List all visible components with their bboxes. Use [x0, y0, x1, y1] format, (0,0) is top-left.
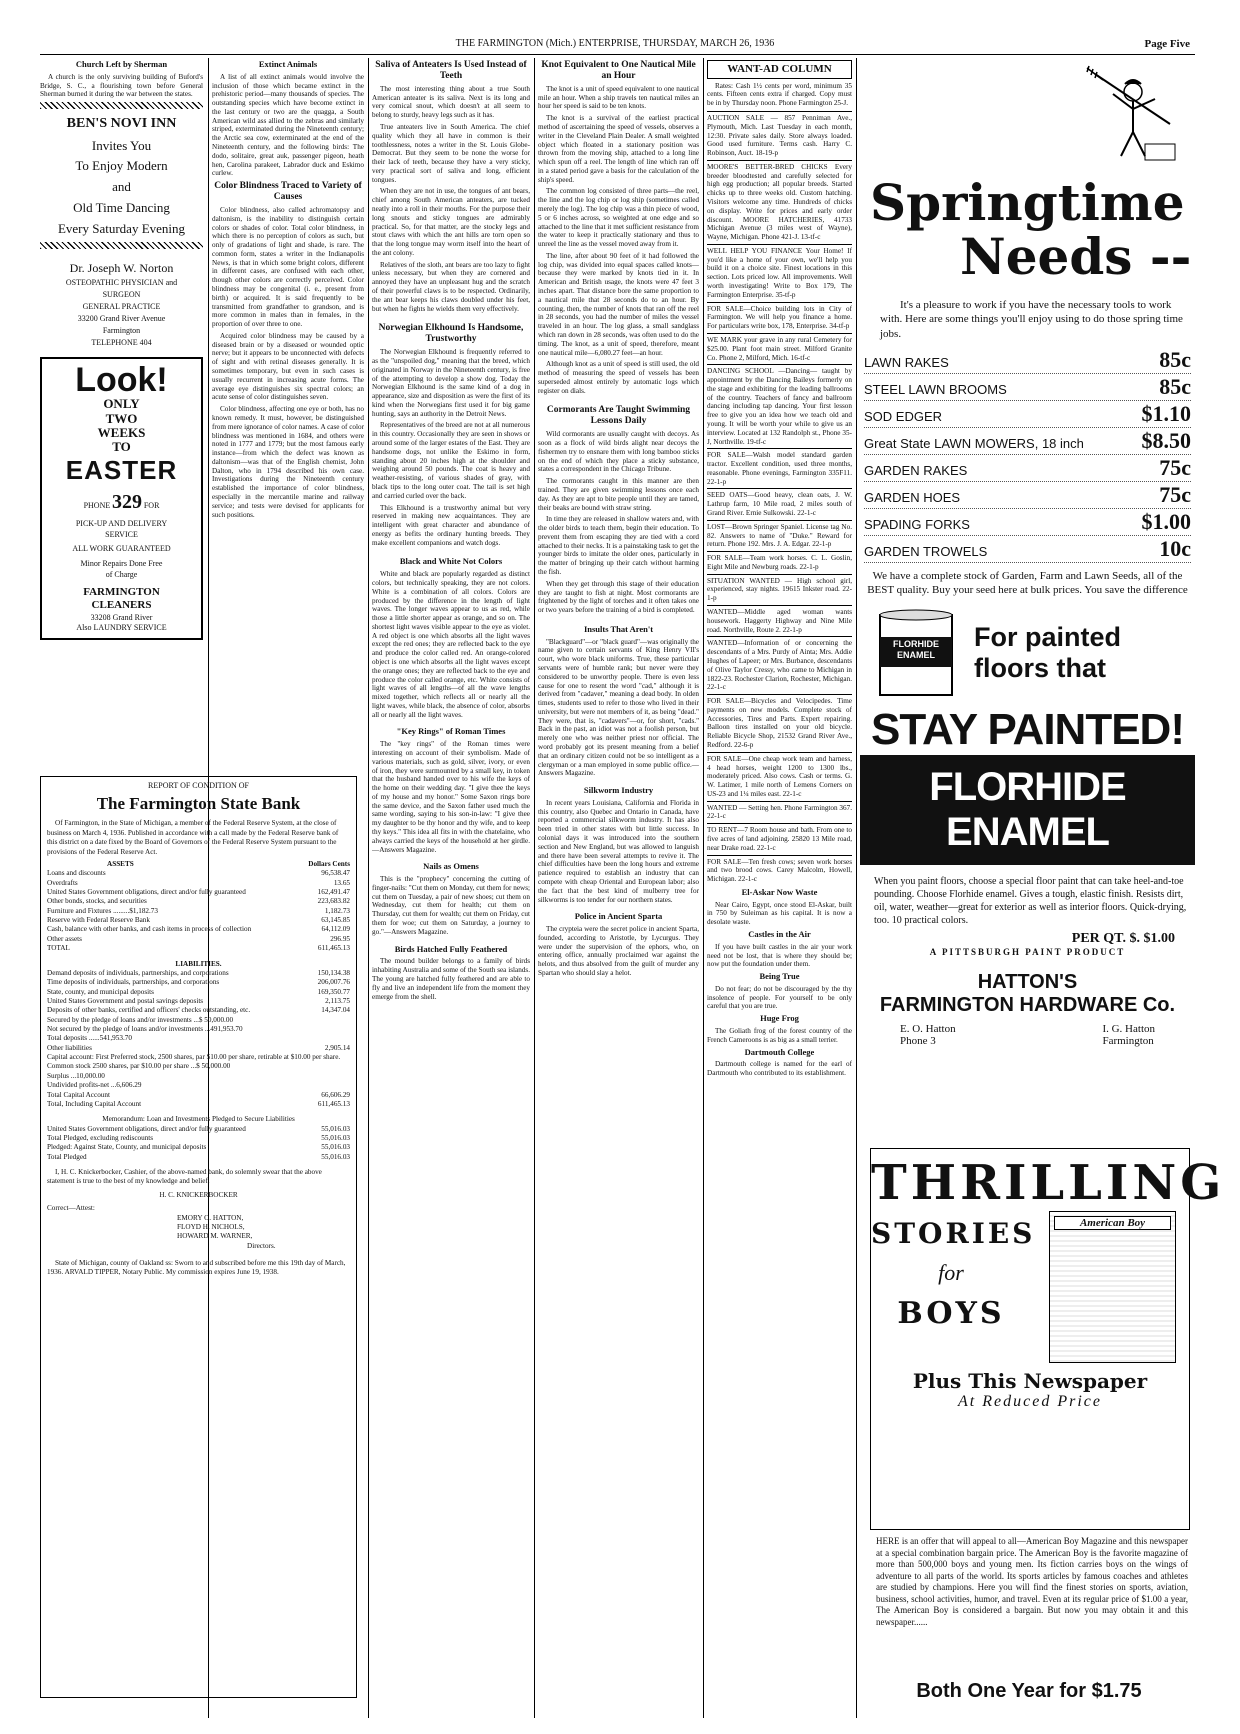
item-price: $1.10 [1141, 400, 1191, 426]
row-value: 1,182.73 [324, 906, 350, 915]
article-paragraph: The most interesting thing about a true South American anteater is its saliva. Next is its long and very comical snout, which doesn't at all seem to belong to sturdy, heavy legs such as it has. [372, 84, 530, 120]
doctor-line: OSTEOPATHIC PHYSICIAN and [65, 278, 178, 288]
want-ad-header: WANT-AD COLUMN [707, 60, 852, 79]
church-headline: Church Left by Sherman [75, 59, 168, 69]
springtime-headline: Springtime [870, 173, 1185, 232]
row-label: United States Government obligations, direct and/or fully guaranteed [47, 888, 246, 896]
inn-line: Old Time Dancing [73, 199, 170, 215]
row-value: 55,016.03 [321, 1133, 350, 1142]
seed-stock-text: We have a complete stock of Garden, Farm and Lawn Seeds, all of the BEST quality. Buy your seed here at bulk prices. You save the difference [867, 569, 1188, 597]
memo-list [47, 1125, 350, 1162]
row-label: Overdrafts [47, 878, 78, 887]
filler-headline: Dartmouth College [744, 1046, 815, 1057]
look-line: TO [112, 439, 131, 455]
row-label: Cash, balance with other banks, and cash items in process of collection [47, 925, 252, 934]
row-label: Surplus ...10,000.00 [47, 1071, 105, 1080]
column-2 [212, 58, 364, 768]
article-paragraph: Wild cormorants are usually caught with decoys. As soon as a flock of wild birds alight near decoys the fishermen try to ensnare them with long bamboo sticks on the end of which they place a sticky substance, states a correspondent in the Chicago Tribune. [538, 430, 699, 474]
paint-price: PER QT. $. $1.00 [1071, 931, 1175, 947]
row-label: Demand deposits of individuals, partnerships, and corporations [47, 968, 229, 977]
row-value: 2,113.75 [325, 996, 350, 1005]
want-ad-entry: WANTED—Middle aged woman wants housework. Haggerty Highway and Nine Mile road. Northville, Route 2. 22-1-p [707, 605, 852, 636]
article-paragraph: Color blindness, also called achromatopsy and daltonism, is the inability to distinguish certain colors or shades of color. Total color blindness, in which there is no perception of colors as such, but only of gradations of light and shade, is rare. The common form, states a writer in the Indianapolis News, is that in which some bright colors, different in different cases, are confused with each other, though other colors are correctly perceived. Color blindness may be congenital (i. e., present from birth) or acquired. It is said frequently to be transmitted from grandfather to grandson, and is more common in males than in females, in the proportion of over three to one. [212, 205, 364, 329]
silkworm-headline: Silkworm Industry [583, 785, 654, 796]
paint-can-label: FLORHIDE ENAMEL [893, 639, 939, 661]
inn-line: To Enjoy Modern [75, 158, 168, 174]
statement-row [47, 1006, 350, 1015]
directors-label: Directors. [247, 1241, 276, 1250]
cormorants-headline: Cormorants Are Taught Swimming Lessons Daily [546, 405, 691, 427]
reduced-price: At Reduced Price [958, 1393, 1102, 1410]
article-paragraph: The line, after about 90 feet of it had followed the log chip, was divided into equal spaces called knots—because they were marked by knots tied in it. In American and British usage, the knots were 47 feet 3 inches apart. That distance bore the same proportion to a nautical mile that 28 seconds do to an hour. By counting, then, the number of knots that ran off the reel in 28 seconds, you had the number of miles the vessel traveled in an hour. The log glass, a small sandglass which ran down in 28 seconds, was often used to do the timing. The knot, as a unit of speed, therefore, meant one nautical mile—6,080.27 feet—an hour. [538, 251, 699, 357]
row-value: 66,606.29 [321, 1090, 350, 1099]
want-ad-entry: WANTED — Setting hen. Phone Farmington 367. 22-1-c [707, 801, 852, 824]
want-ad-entry: SITUATION WANTED — High school girl, experienced, stay nights. 19615 Inkster road. 22-1-p [707, 574, 852, 605]
column-divider [703, 58, 704, 1718]
paint-description: When you paint floors, choose a special floor paint that can take heel-and-toe pounding. Choose Florhide enamel. Gives a tough, elastic finish. Resists dirt, oil, water, weather—great for exterior as well as interior floors. Quick-drying, too. 10 practical colors. [874, 876, 1187, 927]
row-label: United States Government obligations, direct and/or fully guaranteed [47, 1124, 246, 1133]
phone-label: PHONE [83, 501, 111, 511]
article-paragraph: This is the "prophecy" concerning the cutting of finger-nails: "Cut them on Monday, cut them for news; cut them on Tuesday, a pair of new shoes; cut them on Wednesday, cut them for health; cut them on Thursday, cut them for wealth; cut them on Friday, cut them for woe; cut them on Saturday, a journey to go."—Answers Magazine. [372, 875, 530, 936]
row-label: Loans and discounts [47, 869, 106, 878]
stay-painted-headline: STAY PAINTED! [871, 705, 1184, 755]
color-headline: Color Blindness Traced to Variety of Causes [214, 181, 362, 203]
assets-heading: ASSETS [107, 859, 134, 868]
price-item [864, 401, 1191, 428]
inn-name: BEN'S NOVI INN [66, 116, 177, 132]
filler-headline: Being True [759, 971, 800, 982]
knot-headline: Knot Equivalent to One Nautical Mile an Hour [541, 60, 696, 81]
statement-row [47, 997, 350, 1006]
look-line: SERVICE [105, 529, 138, 539]
phone-number: 329 [112, 491, 143, 514]
row-value: 611,465.13 [317, 1099, 350, 1108]
subscription-offer: Both One Year for $1.75 [916, 1680, 1142, 1702]
store-logo: HATTON'S [977, 971, 1078, 994]
top-rule [40, 54, 1195, 55]
statement-row [47, 944, 350, 953]
easter-text: EASTER [65, 454, 178, 485]
director-name: HOWARD M. WARNER, [177, 1232, 253, 1241]
statement-row [47, 879, 350, 888]
article-paragraph: Although knot as a unit of speed is still used, the old method of measuring the speed of vessels has been superseded almost entirely by automatic logs which register on dials. [538, 360, 699, 395]
cleaners-laundry: Also LAUNDRY SERVICE [76, 623, 167, 633]
masthead [40, 38, 1190, 52]
want-ad-column [707, 58, 852, 1718]
notary-text: State of Michigan, county of Oakland ss: Sworn to and subscribed before me this 19th day of March, 1936. ARVALD TIPPER, Notary Public. My commission expires June 19, 1938. [47, 1258, 346, 1277]
memo-heading: Memorandum: Loan and Investments Pledged to Secure Liabilities [102, 1115, 295, 1124]
doctor-card [40, 259, 203, 349]
doctor-line: 33200 Grand River Avenue [77, 314, 166, 324]
doctor-line: SURGEON [102, 290, 141, 300]
article-paragraph: The crypteia were the secret police in ancient Sparta, founded, according to Aristotle, by Lycurgus. They were under the supervision of the ephors, who, on entering office, annually proclaimed war against the helots, and thus absolved from the guilt of murder any Spartan who should slay a helot. [538, 925, 699, 977]
inn-line: Every Saturday Evening [57, 220, 186, 236]
row-value: 63,145.85 [321, 916, 350, 925]
bank-report [40, 776, 357, 1698]
statement-row [47, 888, 350, 897]
item-name: GARDEN HOES [864, 489, 961, 505]
store-phone: Phone 3 [900, 1035, 936, 1048]
keys-headline: "Key Rings" of Roman Times [396, 726, 506, 737]
price-item [864, 374, 1191, 401]
filler-text: Do not fear; do not be discouraged by the thy insolence of people. For yourself to be only careful that you are true. [707, 984, 852, 1011]
store-town: Farmington [1102, 1035, 1154, 1048]
statement-row [47, 897, 350, 906]
doctor-line: GENERAL PRACTICE [82, 302, 161, 312]
look-headline: Look! [75, 361, 168, 400]
row-label: Total, Including Capital Account [47, 1099, 142, 1108]
filler-headline: Castles in the Air [748, 929, 811, 940]
gardener-illustration [1075, 64, 1185, 174]
want-ad-rates: Rates: Cash 1½ cents per word, minimum 35 cents. Fifteen cents extra if charged. Copy must be in by Thursday noon. Phone Farmington 25-J. [707, 81, 852, 108]
statement-row [47, 1081, 350, 1090]
filler-text: The Goliath frog of the forest country of the French Cameroons is as big as a small terrier. [707, 1027, 852, 1044]
elkhound-headline: Norwegian Elkhound Is Handsome, Trustworthy [378, 323, 524, 345]
row-value: 296.95 [330, 934, 350, 943]
extinct-headline: Extinct Animals [258, 59, 318, 69]
store-logo: FARMINGTON HARDWARE Co. [879, 994, 1176, 1017]
american-boy-text: HERE is an offer that will appeal to all—American Boy Magazine and this newspaper at a special combination bargain price. The American Boy is the favorite magazine of more than 500,000 boys and young men. Its fiction carries boys on the wings of adventure to all parts of the world. Its sports articles by famous coaches and athletes are studied by champions. Here you will find the finest stories on sports, aviation, business, school activities, humor, and travel. Even at its regular price of $1.00 a year, The American Boy is considered a bargain. But now you may obtain it and this newspaper...... [876, 1536, 1188, 1627]
want-ad-entry: FOR SALE—Team work horses. C. L. Goslin, Eight Mile and Newburg roads. 22-1-p [707, 551, 852, 574]
row-value: 223,683.82 [317, 897, 350, 906]
saliva-headline: Saliva of Anteaters Is Used Instead of Teeth [375, 60, 527, 81]
article-paragraph: This Elkhound is a trustworthy animal but very reserved in making new acquaintances. They are intelligent with great character and abundance of energy as befits the ordinary hunting breeds. They make excellent companions and watch dogs. [372, 503, 530, 547]
want-ad-entry: WANTED—Information of or concerning the descendants of a Mrs. Purdy of Ainta; Mrs. Addie Hughes of Lapeer; or Mrs. Burbance, descendants of Olive Taylor Cressy, who came to Michigan in 1822-23. Rochester Clarion, Rochester, Michigan. 22-1-c [707, 636, 852, 694]
owner-name: I. G. Hatton [1102, 1023, 1155, 1036]
item-price: 75c [1159, 481, 1191, 507]
want-ad-entry: FOR SALE—Bicycles and Velocipedes. Time payments on new models. Complete stock of Accessories, Tires and Parts. Expert repairing. Balloon tires installed on your old bicycle. Reliable Bicycle Shop, 21532 Grand River Ave., Redford. 22-6-p [707, 694, 852, 752]
article-paragraph: The Norwegian Elkhound is frequently referred to as the "unspoiled dog," meaning that the breed, which originated in Norway in the Nineteenth century, is free of the attempting to develop a show dog. Today the Norwegian Elkhound is the same kind of a dog in appearance, size and disposition as were the first of its kind when the Norwegians first used it for big game hunting, says an authority in the Detroit News. [372, 348, 530, 418]
row-label: Not secured by the pledge of loans and/or investments ...491,953.70 [47, 1025, 243, 1034]
row-label: Total deposits ......541,953.70 [47, 1034, 132, 1043]
magazine-cover-image [1049, 1211, 1176, 1363]
row-label: United States Government and postal savings deposits [47, 996, 204, 1005]
price-item [864, 455, 1191, 482]
statement-row [47, 1125, 350, 1134]
article-paragraph: In recent years Louisiana, California and Florida in this country, also Quebec and Ontario in Canada, have reported a commercial silkworm industry. It has also been tried in other states with but little success. In colonial days it was introduced into the southern section and New England, but was allowed to languish and there have been several attempts to revive it. The chief difficulties have been the long hours and extreme patience required to establish an industry that can compete with cheap Oriental and European labor; also the fact that the best kind of mulberry tree for silkworms is too tender for our northern states. [538, 798, 699, 904]
row-label: Other liabilities [47, 1043, 92, 1052]
insults-headline: Insults That Aren't [583, 623, 654, 634]
colors-headline: Black and White Not Colors [399, 556, 503, 567]
filler-text: Near Cairo, Egypt, once stood El-Askar, built in 750 by Suleiman as his capital. It is now a desolate waste. [707, 900, 852, 927]
row-label: Reserve with Federal Reserve Bank [47, 916, 150, 925]
row-label: Capital account: First Preferred stock, 2500 shares, par $10.00 per share, retirable at $10.00 per share. Common stock 2500 shares, par $10.00 per share ...$ 50,000.00 [47, 1053, 341, 1071]
paint-can-icon [870, 607, 962, 699]
item-price: $8.50 [1141, 427, 1191, 453]
want-ad-entry: FOR SALE—One cheap work team and harness, 4 head horses, weight 1200 to 1300 lbs., moderately priced. Also cows. Cash or terms. G. W. Latimer, 1 mile north of Lemens Corners on US-23 and 1¼ miles east. 22-1-c [707, 752, 852, 801]
row-label: State, county, and municipal deposits [47, 987, 154, 996]
assets-list [47, 869, 350, 953]
item-name: STEEL LAWN BROOMS [864, 381, 1007, 397]
look-line: ALL WORK GUARANTEED [72, 544, 171, 554]
plus-newspaper: Plus This Newspaper [912, 1369, 1148, 1393]
masthead-title: THE FARMINGTON (Mich.) ENTERPRISE, THURSDAY, MARCH 26, 1936 [455, 38, 775, 49]
price-list [864, 347, 1191, 563]
item-price: 85c [1159, 373, 1191, 399]
column-3 [372, 58, 530, 1718]
doctor-line: TELEPHONE 404 [91, 338, 152, 348]
boys-word: BOYS [897, 1296, 1005, 1331]
article-paragraph: Color blindness, affecting one eye or both, has no known remedy. It must, however, be distinguished from mere ignorance of color names. A case of color blindness was mentioned in 1684, and others were noted in 1777 and 1779; but the most famous early instance—from which the defect was known as daltonism—was that of the English chemist, John Dalton, who in 1794 described his own case. Investigations during the Nineteenth century established the importance of color blindness, especially in the mercantile marine and railway service; and tests were devised for applicants for such positions. [212, 405, 364, 519]
item-name: LAWN RAKES [864, 354, 949, 370]
bank-oath: I, H. C. Knickerbocker, Cashier, of the above-named bank, do solemnly swear that the above statement is true to the best of my knowledge and belief. [47, 1168, 322, 1186]
row-value: 169,350.77 [317, 987, 350, 996]
price-item [864, 347, 1191, 374]
statement-row [47, 1044, 350, 1053]
statement-row [47, 916, 350, 925]
article-paragraph: The knot is a survival of the earliest practical method of ascertaining the speed of vessels, observes a writer in the Cleveland Plain Dealer. A small weighted object which floated in a stationary position was thrown from the moving ship, attached to a long line which spun off a reel. The length of line which ran off in a stated period gave a basis for the calculation of the ship's speed. [538, 114, 699, 184]
article-paragraph: The common log consisted of three parts—the reel, the line and the log chip or log ship (sometimes called merely the log). The log chip was a thin piece of wood, 5 or 6 inches across, so weighted at one edge and so attached to the line that it met sufficient resistance from the water to keep it practically stationary and thus to unreel the line as the vessel moved away from it. [538, 187, 699, 249]
price-item [864, 536, 1191, 563]
statement-row [47, 1072, 350, 1081]
row-value: 55,016.03 [321, 1152, 350, 1161]
row-value: 162,491.47 [317, 888, 350, 896]
statement-row [47, 1034, 350, 1043]
statement-row [47, 1053, 350, 1072]
row-label: Undivided profits-net ...6,606.29 [47, 1081, 142, 1090]
report-label: REPORT OF CONDITION OF [148, 781, 249, 790]
row-value: 13.65 [333, 878, 350, 887]
article-paragraph: The cormorants caught in this manner are then trained. They are given swimming lessons once each day. As they are apt to bite people until they are tamed, their beaks are bound with straw string. [538, 477, 699, 512]
article-paragraph: In time they are released in shallow waters and, with the older birds to teach them, begin their education. To prevent them from escaping they are tied with a cord attached to their necks. It is a painstaking task to get the younger birds to imitate the older ones, particularly in the matter of bringing up their catch without harming the fish. [538, 515, 699, 576]
column-divider [534, 58, 535, 1718]
attest-label: Correct—Attest: [47, 1204, 95, 1213]
statement-row [47, 1100, 350, 1109]
statement-row [47, 988, 350, 997]
needs-headline: Needs -- [960, 227, 1192, 286]
item-price: 10c [1159, 535, 1191, 561]
statement-row [47, 1134, 350, 1143]
price-item [864, 428, 1191, 455]
doctor-line: Farmington [102, 326, 141, 336]
column-heading: Dollars Cents [308, 859, 350, 868]
want-ad-entry: WELL HELP YOU FINANCE Your Home! If you'd like a home of your own, we'll help you build it on a choice site. Finest locations in this section. Lots priced low. All improvements. Well worth investigating! Write to Box 179, The Farmington Enterprise. 35-tf-p [707, 244, 852, 302]
hardware-ad [860, 58, 1226, 1718]
price-item [864, 482, 1191, 509]
for-word: for [938, 1260, 964, 1285]
bank-intro: Of Farmington, in the State of Michigan, a member of the Federal Reserve System, at the close of business on March 4, 1936. Published in accordance with a call made by the Federal Reserve bank of this district on a date fixed by the Board of Governors of the Federal Reserve System pursuant to the provisions of the Federal Reserve Act. [47, 819, 339, 856]
ornamental-border [40, 102, 203, 109]
row-label: TOTAL [47, 944, 70, 953]
look-line: Minor Repairs Done Free [80, 559, 163, 569]
statement-row [47, 935, 350, 944]
thrilling-headline: THRILLING [871, 1155, 1226, 1211]
item-name: GARDEN RAKES [864, 462, 968, 478]
florhide-banner: FLORHIDE ENAMEL [860, 755, 1195, 865]
cleaners-name: FARMINGTON [83, 585, 160, 598]
column-1 [40, 58, 203, 770]
statement-row [47, 969, 350, 978]
statement-row [47, 978, 350, 987]
row-value: 55,016.03 [321, 1124, 350, 1133]
article-paragraph: True anteaters live in South America. The chief quality which they all have in common is their toothlessness, notes a writer in the St. Louis Globe-Democrat. But they seem to be none the worse for their lack of teeth, because they have a very sticky, very practical sort of saliva and long, efficient tongues. [372, 122, 530, 184]
statement-row [47, 1153, 350, 1162]
cleaners-address: 33208 Grand River [90, 612, 153, 622]
article-paragraph: The knot is a unit of speed equivalent to one nautical mile an hour. When a ship travels ten nautical miles an hour her speed is said to be ten knots. [538, 84, 699, 111]
column-4 [538, 58, 699, 1718]
magazine-title: American Boy [1054, 1216, 1171, 1230]
row-label: Deposits of other banks, certified and officers' checks outstanding, etc. [47, 1006, 251, 1015]
column-divider [368, 58, 369, 1718]
hardware-intro: It's a pleasure to work if you have the necessary tools to work with. Here are some things you'll enjoy using to do those spring time jobs. [880, 299, 1183, 340]
item-price: $1.00 [1141, 508, 1191, 534]
for-label: FOR [143, 501, 160, 511]
look-line: PICK-UP AND DELIVERY [75, 518, 168, 528]
article-paragraph: The "key rings" of the Roman times were interesting on account of their symbolism. Made of various materials, such as gold, silver, ivory, or even of iron, they were surmounted by a small key, in token that the husband handed over to his wife the keys of the home on their wedding day. "I give thee the keys of my house and my honor." Some Saxon rings bore the same device, and the Saxon father used much the same wording, saying to his son-in-law: "I give thee my daughter to be thy honor and thy wife, and to keep thy keys." This idea all fits in with the chatelaine, who always carried the keys of the household at her girdle.—Answers Magazine. [372, 740, 530, 854]
want-ad-entry: SEED OATS—Good heavy, clean oats, J. W. Lathrup farm, 10 Mile road, 2 miles south of Grand River. Ernie Sulkowski. 22-1-c [707, 488, 852, 519]
want-ad-entry: FOR SALE—Ten fresh cows; seven work horses and two brood cows. Carey Malcolm, Howell, Michigan. 22-1-c [707, 855, 852, 886]
ornamental-border [40, 242, 203, 249]
statement-row [47, 1016, 350, 1025]
item-name: SPADING FORKS [864, 516, 970, 532]
statement-row [47, 907, 350, 916]
row-value: 206,007.76 [317, 978, 350, 987]
filler-items [707, 888, 852, 1078]
row-label: Total Capital Account [47, 1090, 110, 1099]
article-paragraph: White and black are popularly regarded as distinct colors, but technically speaking, they are not colors. White is a combination of all colors. Colors are produced by the difference in the length of light waves. The longer waves appear to us as red, while those a little shorter appear as orange, and so on. The shortest light waves visible appear to the eye as violet. A red object is one which absorbs all the light waves except the red ones; they are reflected back to the eye and produce the color called red. An orange-colored object is one which absorbs all the light waves except the orange ones; they are reflected back to the eye and produce the color called orange, etc. White consists of light waves of all lengths—of all the wave lengths mixed together, which reflects all or nearly all the light waves, while black, the absence of color, absorbs all or nearly all the light waves. [372, 570, 530, 719]
row-value: 55,016.03 [321, 1143, 350, 1152]
want-ad-entry: FOR SALE—Walsh model standard garden tractor. Excellent condition, used three months, reasonable. Phone evenings, Farmington 335F11. 22-1-p [707, 448, 852, 488]
want-ad-entry: WE MARK your grave in any rural Cemetery for $25.00. Plant foot main street. Milford Granite Co. Phone 2, Milford, Mich. 16-tf-c [707, 333, 852, 364]
article-paragraph: When they get through this stage of their education they are taught to fish at night. Most cormorants are frightened by the light of torches and it often takes one or two years before the training of a bird is completed. [538, 579, 699, 615]
page-number: Page Five [1144, 38, 1190, 50]
filler-headline: Huge Frog [760, 1013, 799, 1024]
look-line: TWO [105, 410, 138, 426]
row-label: Other bonds, stocks, and securities [47, 897, 147, 906]
want-ad-entry: DANCING SCHOOL —Dancing— taught by appointment by the Dancing Baileys formerly on the stage and exhibiting for the leading ballrooms of the country. Teachers of fancy and ballroom dancing including tap dancing. Your first lesson free to give you an idea how we teach old and young. It will be worth your while to give us an interview. Located at 132 Randolph st., Phone 35-J, Northville. 19-tf-c [707, 364, 852, 448]
row-value: 2,905.14 [324, 1043, 350, 1052]
statement-row [47, 1025, 350, 1034]
item-price: 85c [1159, 346, 1191, 372]
director-name: FLOYD H. NICHOLS, [177, 1222, 245, 1231]
statement-row [47, 1091, 350, 1100]
nails-headline: Nails as Omens [423, 861, 479, 872]
want-ad-entry: AUCTION SALE — 857 Penniman Ave., Plymouth, Mich. Last Tuesday in each month, 12:30. Private sales daily. Store always loaded. Good used furniture. Terms cash. Harry C. Robinson, Auct. 18-19-p [707, 111, 852, 160]
row-value: 14,347.04 [321, 1006, 350, 1015]
director-name: EMORY O. HATTON, [177, 1213, 244, 1222]
church-text: A church is the only surviving building of Buford's Bridge, S. C., a flourishing town before General Sherman burned it during the war between the states. [40, 72, 203, 99]
cleaners-ad [40, 357, 203, 640]
filler-text: Dartmouth college is named for the earl of Dartmouth who contributed to its establishment. [707, 1060, 852, 1078]
article-paragraph: Acquired color blindness may be caused by a diseased brain or by a diseased or wounded optic nerve; but it appears to be unconnected with defects of sight and with retinal diseases generally. It is sometimes temporary, but even in such cases is usually recurrent in increasing acute forms. The average eye distinguishes six spectral colors; an acute sense of color distinguishes seven. [212, 331, 364, 402]
row-value: 96,538.47 [321, 869, 350, 878]
column-divider [856, 58, 857, 1718]
item-name: SOD EDGER [864, 408, 943, 424]
cleaners-name: CLEANERS [91, 599, 152, 612]
want-ad-entry: FOR SALE—Choice building lots in City of Farmington. We will help you finance a home. For particulars write box, 178, Enterprise. 34-tf-p [707, 302, 852, 333]
statement-row [47, 925, 350, 934]
birds-headline: Birds Hatched Fully Feathered [394, 943, 508, 954]
row-label: Time deposits of individuals, partnerships, and corporations [47, 978, 220, 987]
liabilities-list [47, 969, 350, 1109]
row-label: Pledged: Against State, County, and municipal deposits [47, 1143, 207, 1152]
row-label: Total Pledged, excluding rediscounts [47, 1133, 154, 1142]
inn-line: Invites You [91, 137, 152, 153]
row-label: Furniture and Fixtures .........$1,182.73 [47, 906, 158, 915]
doctor-name: Dr. Joseph W. Norton [69, 261, 174, 276]
stories-word: STORIES [871, 1217, 1036, 1250]
row-value: 150,134.38 [317, 968, 350, 977]
want-ad-entry: MOORE'S BETTER-BRED CHICKS Every breeder bloodtested and carefully selected for high egg production; all popular breeds. Started chicks up to three weeks old. Custom hatching. Visitors welcome any time. Hundreds of chicks on display. Write for prices and early order discount. MOORE HATCHERIES, 41733 Michigan Avenue (3 miles west of Wayne), Wayne, Michigan. Phone 421-J. 13-tf-c [707, 160, 852, 244]
american-boy-ad [870, 1148, 1226, 1530]
extinct-text: A list of all extinct animals would involve the inclusion of those which became extinct in the prehistoric period—many thousands of species. The outstanding species which have become extinct in the last century or two are the quagga, a South American wild ass allied to the zebras and similarly striped, exterminated during the Nineteenth century; the Arctic sea cow, exterminated at the end of the Nineteenth century, and the following birds: The dodo, solitaire, great auk, passenger pigeon, heath hen, Carolina parakeet, Labrador duck and Eskimo curlew. [212, 72, 364, 178]
item-price: 75c [1159, 454, 1191, 480]
row-label: Secured by the pledge of loans and/or investments ...$ 50,000.00 [47, 1015, 234, 1024]
look-line: ONLY [103, 396, 140, 412]
article-paragraph: When they are not in use, the tongues of ant bears, chief among South American anteaters, are tucked neatly into a roll in their mouths. For the purpose their long snouts and sticky tongues are admirably practical. So, for that matter, are the stocky legs and stout claws with which the ant hills are torn open so that the long tongue may worm itself into the heart of the ant colony. [372, 187, 530, 257]
want-ad-list [707, 111, 852, 886]
item-name: Great State LAWN MOWERS, 18 inch [864, 435, 1084, 451]
row-label: Other assets [47, 934, 82, 943]
article-paragraph: Representatives of the breed are not at all numerous in this country. Occasionally they are seen in shows or around some of the larger estates of the East. They are handsome dogs, not unlike the Eskimo in form, standing about 20 inches high at the shoulder and weighing around 50 pounds. The coat is heavy and weather-resisting, of various shades of gray, with black tips to the long outer coat. The tail is set high and carried curled over the back. [372, 421, 530, 500]
want-ad-entry: LOST—Brown Springer Spaniel. License tag No. 82. Answers to name of "Duke." Reward for return. Phone 192. Mrs. J. A. Edgar. 22-1-p [707, 520, 852, 551]
inn-line: and [112, 179, 131, 195]
pittsburgh-tagline: A PITTSBURGH PAINT PRODUCT [929, 947, 1126, 958]
owner-name: E. O. Hatton [900, 1023, 956, 1036]
painted-floors-headline: For painted floors that [974, 622, 1121, 684]
article-paragraph: The mound builder belongs to a family of birds inhabiting Australia and some of the South sea islands. The young are hatched fully feathered and are able to fly and live an independent life from the moment they emerge from the shell. [372, 957, 530, 1001]
statement-row [47, 1143, 350, 1152]
row-label: Total Pledged [47, 1152, 87, 1161]
bank-title: The Farmington State Bank [96, 794, 301, 814]
article-paragraph: Relatives of the sloth, ant bears are too lazy to fight unless necessary, but when they are cornered and annoyed they have an unpleasant hug and the scratch of their powerful claws is to be respected. Ordinarily, the ant bear keeps his claws doubled under his feet, but when he fights he wields them very effectively. [372, 260, 530, 313]
filler-headline: El-Askar Now Waste [741, 886, 818, 897]
look-line: WEEKS [97, 425, 146, 441]
sparta-headline: Police in Ancient Sparta [574, 911, 663, 922]
price-item [864, 509, 1191, 536]
statement-row [47, 869, 350, 878]
row-value: 64,112.09 [321, 925, 350, 934]
look-line: of Charge [105, 569, 138, 579]
want-ad-entry: TO RENT—7 Room house and bath. From one to five acres of land adjoining. 25820 13 Mile road, near Drake road. 22-1-c [707, 823, 852, 854]
row-value: 611,465.13 [317, 944, 350, 953]
filler-text: If you have built castles in the air your work need not be lost, that is where they should be; now put the foundation under them. [707, 942, 852, 969]
liabilities-heading: LIABILITIES. [175, 959, 222, 968]
article-paragraph: "Blackguard"—or "black guard"—was originally the name given to certain servants of King Henry VII's court, who wore black uniforms. True, these particular servants were of humble rank; but never were they considered to be unworthy people. There is even less cause for one to resent the word "cad," although it is derived from "cadaver," meaning a dead body. In olden times, students used to refer to those who lived in their university, but were not members of it, as being "dead." They were, that is, "cadavers"—or, for short, "cads." Back in the past, an idiot was not a foolish person, but merely one who was neither priest nor official. The word probably got its present meaning from a belief that an ordinary citizen could not be so intelligent as a clergyman or a man employed in some public office.—Answers Magazine. [538, 637, 699, 778]
novi-inn-ad [40, 113, 203, 239]
cashier-name: H. C. KNICKERBOCKER [159, 1190, 238, 1199]
item-name: GARDEN TROWELS [864, 543, 988, 559]
